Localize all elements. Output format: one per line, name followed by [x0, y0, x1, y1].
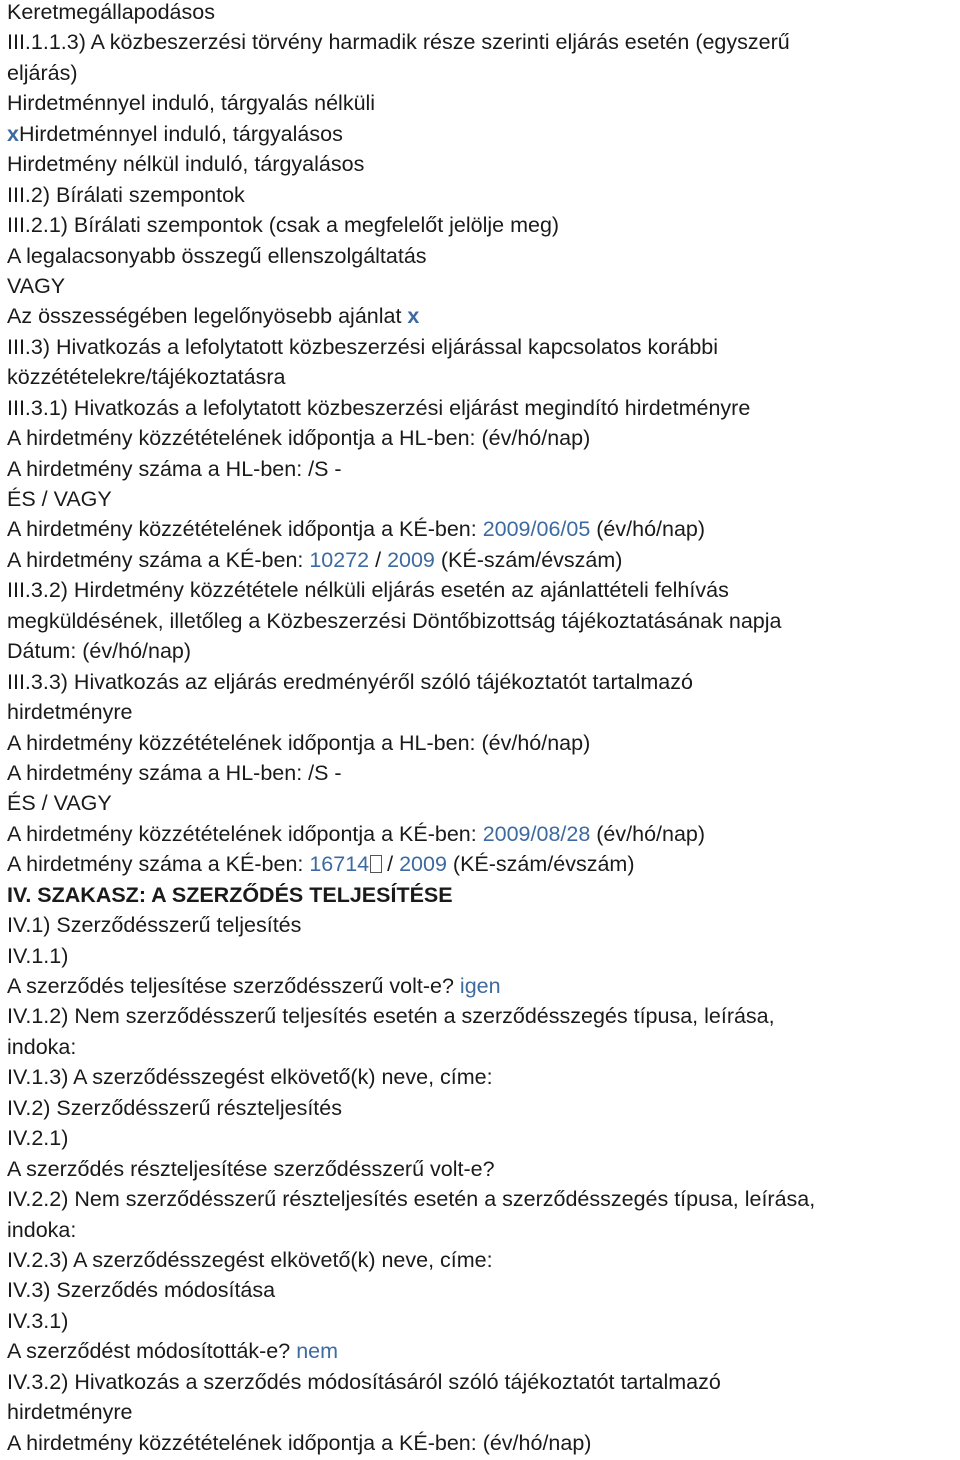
section-heading-iv-1-2-cont: indoka:	[7, 1034, 77, 1059]
option-without-negotiation: Hirdetménnyel induló, tárgyalás nélküli	[7, 91, 376, 116]
section-heading-iii-3-3: III.3.3) Hivatkozás az eljárás eredményéről szóló tájékoztatót tartalmazó	[7, 669, 693, 694]
modification-question	[7, 1336, 960, 1366]
option-label: Az összességében legelőnyösebb ajánlat	[7, 304, 408, 329]
ke-publication-date	[7, 819, 960, 849]
section-heading-iv-2-1: IV.2.1)	[7, 1126, 69, 1151]
section-heading-iv-3-1: IV.3.1)	[7, 1308, 69, 1333]
date-value: 2009/06/05	[482, 517, 591, 542]
separator: /	[387, 852, 400, 877]
procedure-type-framework: Keretmegállapodásos	[7, 0, 215, 24]
section-heading-iv-2-3: IV.2.3) A szerződésszegést elkövető(k) neve, címe:	[7, 1247, 493, 1272]
year-value: 2009	[399, 852, 447, 877]
section-heading-iii-3-2-cont: megküldésének, illetőleg a Közbeszerzési Döntőbizottság tájékoztatásának napja	[7, 608, 782, 633]
date-field: Dátum: (év/hó/nap)	[7, 639, 192, 664]
notice-number-value: 16714	[309, 852, 370, 877]
separator: /	[369, 547, 388, 572]
notice-number-value: 10272	[309, 547, 370, 572]
section-heading-iv-1-2: IV.1.2) Nem szerződésszerű teljesítés esetén a szerződésszegés típusa, leírása,	[7, 1004, 775, 1029]
field-label: A hirdetmény száma a KÉ-ben:	[7, 547, 310, 572]
section-title-iv: IV. SZAKASZ: A SZERZŐDÉS TELJESÍTÉSE	[7, 882, 453, 907]
section-heading-iii-3-1: III.3.1) Hivatkozás a lefolytatott közbeszerzési eljárást megindító hirdetményre	[7, 395, 751, 420]
section-heading-iv-2-2-cont: indoka:	[7, 1217, 77, 1242]
and-or-separator: ÉS / VAGY	[7, 791, 112, 816]
hl-publication-date: A hirdetmény közzétételének időpontja a HL-ben: (év/hó/nap)	[7, 426, 591, 451]
question-label: A szerződést módosították-e?	[7, 1339, 297, 1364]
field-label: A hirdetmény száma a KÉ-ben:	[7, 852, 310, 877]
section-heading-iii-2-1: III.2.1) Bírálati szempontok (csak a megfelelőt jelölje meg)	[7, 213, 560, 238]
question-label: A szerződés teljesítése szerződésszerű volt-e?	[7, 974, 460, 998]
section-heading-iv-1: IV.1) Szerződésszerű teljesítés	[7, 913, 302, 938]
section-heading-iv-3: IV.3) Szerződés módosítása	[7, 1278, 276, 1303]
section-heading-iv-1-1: IV.1.1)	[7, 943, 69, 968]
section-heading-iii-1-1-3-cont: eljárás)	[7, 60, 78, 85]
section-heading-iii-3-cont: közzétételekre/tájékoztatásra	[7, 365, 286, 390]
criterion-lowest-price: A legalacsonyabb összegű ellenszolgáltatás	[7, 243, 427, 268]
section-heading-iv-3-2-cont: hirdetményre	[7, 1400, 133, 1425]
date-value: 2009/08/28	[482, 821, 591, 846]
or-separator: VAGY	[7, 273, 66, 298]
section-heading-iii-3-2: III.3.2) Hirdetmény közzététele nélküli eljárás esetén az ajánlattételi felhívás	[7, 578, 729, 603]
criterion-most-advantageous	[7, 301, 960, 331]
missing-glyph-icon	[370, 855, 382, 873]
ke-notice-number	[7, 849, 960, 879]
field-format: (KÉ-szám/évszám)	[434, 547, 623, 572]
selected-mark: x	[7, 121, 19, 146]
section-heading-iii-3: III.3) Hivatkozás a lefolytatott közbeszerzési eljárással kapcsolatos korábbi	[7, 334, 719, 359]
ke-publication-date: A hirdetmény közzétételének időpontja a KÉ-ben: (év/hó/nap)	[7, 1430, 592, 1455]
option-no-notice-negotiation: Hirdetmény nélkül induló, tárgyalásos	[7, 152, 365, 177]
hl-publication-date: A hirdetmény közzétételének időpontja a HL-ben: (év/hó/nap)	[7, 730, 591, 755]
ke-publication-date	[7, 514, 960, 544]
section-heading-iii-2: III.2) Bírálati szempontok	[7, 182, 245, 207]
performance-question	[7, 971, 960, 1001]
ke-notice-number	[7, 545, 960, 575]
year-value: 2009	[387, 547, 435, 572]
partial-performance-question: A szerződés részteljesítése szerződésszerű volt-e?	[7, 1156, 495, 1181]
field-label: A hirdetmény közzétételének időpontja a KÉ-ben:	[7, 517, 483, 542]
answer-value: igen	[459, 974, 501, 998]
section-heading-iv-2-2: IV.2.2) Nem szerződésszerű részteljesítés esetén a szerződésszegés típusa, leírása,	[7, 1187, 816, 1212]
section-heading-iv-2: IV.2) Szerződésszerű részteljesítés	[7, 1095, 342, 1120]
section-heading-iii-3-3-cont: hirdetményre	[7, 700, 133, 725]
hl-notice-number: A hirdetmény száma a HL-ben: /S -	[7, 760, 342, 785]
option-label: Hirdetménnyel induló, tárgyalásos	[18, 121, 343, 146]
hl-notice-number: A hirdetmény száma a HL-ben: /S -	[7, 456, 342, 481]
option-with-negotiation	[7, 119, 960, 149]
field-format: (év/hó/nap)	[590, 517, 706, 542]
field-format: (KÉ-szám/évszám)	[446, 852, 635, 877]
and-or-separator: ÉS / VAGY	[7, 487, 112, 511]
field-label: A hirdetmény közzétételének időpontja a KÉ-ben:	[7, 821, 483, 846]
section-heading-iv-3-2: IV.3.2) Hivatkozás a szerződés módosításáról szóló tájékoztatót tartalmazó	[7, 1369, 721, 1394]
field-format: (év/hó/nap)	[590, 821, 706, 846]
section-heading-iv-1-3: IV.1.3) A szerződésszegést elkövető(k) neve, címe:	[7, 1065, 493, 1090]
answer-value: nem	[296, 1339, 339, 1364]
selected-mark: x	[407, 304, 420, 329]
section-heading-iii-1-1-3: III.1.1.3) A közbeszerzési törvény harmadik része szerinti eljárás esetén (egyszerű	[7, 30, 790, 55]
